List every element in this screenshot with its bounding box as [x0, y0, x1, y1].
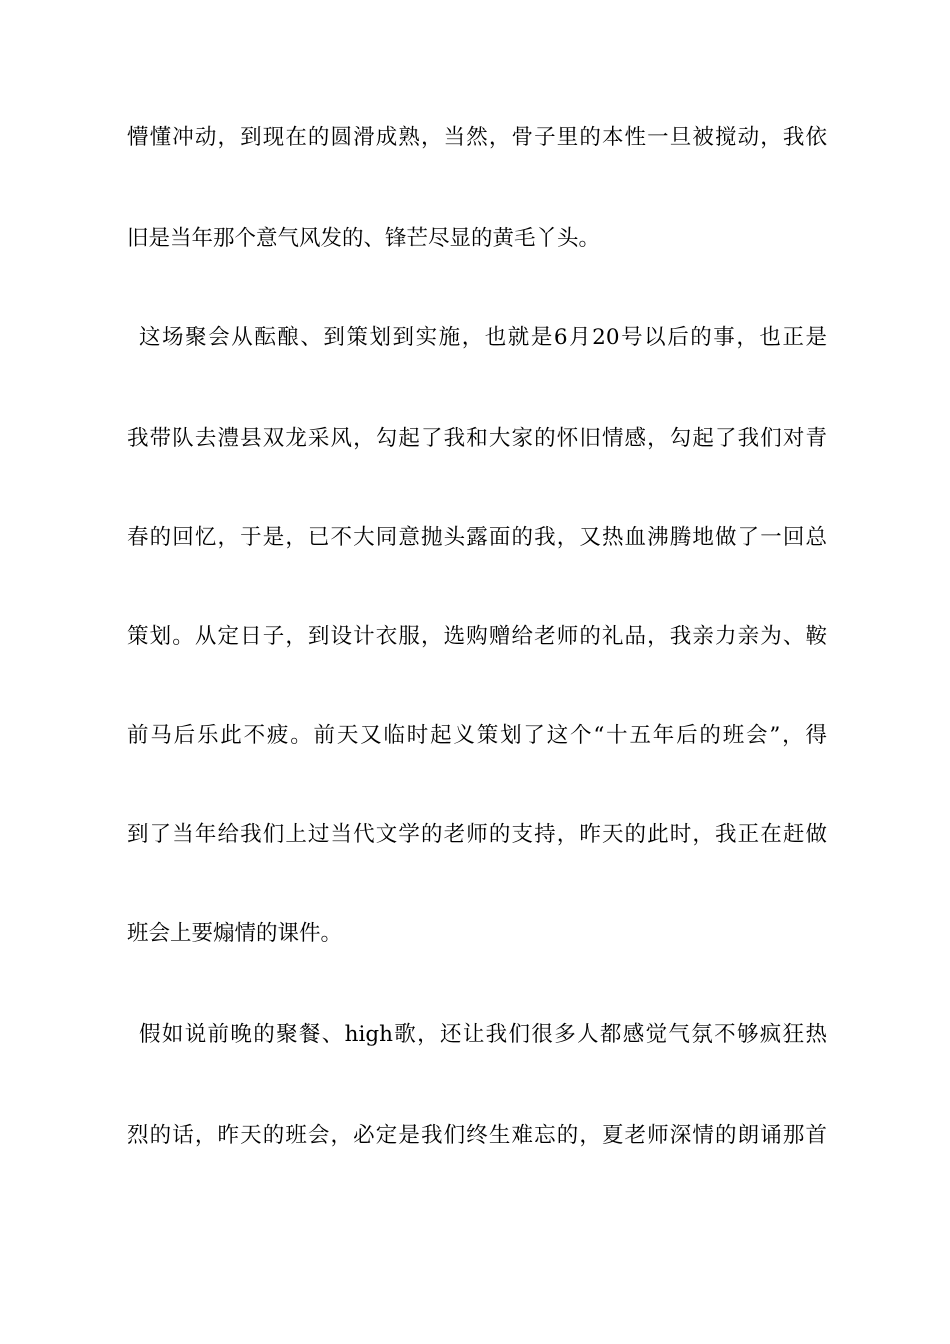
text-line: 懵懂冲动，到现在的圆滑成熟，当然，骨子里的本性一旦被搅动，我依	[127, 125, 827, 150]
text-line: 策划。从定日子，到设计衣服，选购赠给老师的礼品，我亲力亲为、鞍	[127, 624, 827, 649]
text-line: 我带队去澧县双龙采风，勾起了我和大家的怀旧情感，勾起了我们对青	[127, 426, 827, 451]
paragraph-start-line: 假如说前晚的聚餐、high歌，还让我们很多人都感觉气氛不够疯狂热	[139, 1022, 827, 1047]
text-line: 到了当年给我们上过当代文学的老师的支持，昨天的此时，我正在赶做	[127, 822, 827, 847]
text-line: 春的回忆，于是，已不大同意抛头露面的我，又热血沸腾地做了一回总	[127, 525, 827, 550]
text-line: 班会上要煽情的课件。	[127, 921, 343, 946]
text-line: 前马后乐此不疲。前天又临时起义策划了这个“十五年后的班会”，得	[127, 723, 827, 748]
text-line: 旧是当年那个意气风发的、锋芒尽显的黄毛丫头。	[127, 226, 601, 251]
paragraph-start-line: 这场聚会从酝酿、到策划到实施，也就是6月20号以后的事，也正是	[139, 325, 827, 350]
text-line: 烈的话，昨天的班会，必定是我们终生难忘的，夏老师深情的朗诵那首	[127, 1123, 827, 1148]
